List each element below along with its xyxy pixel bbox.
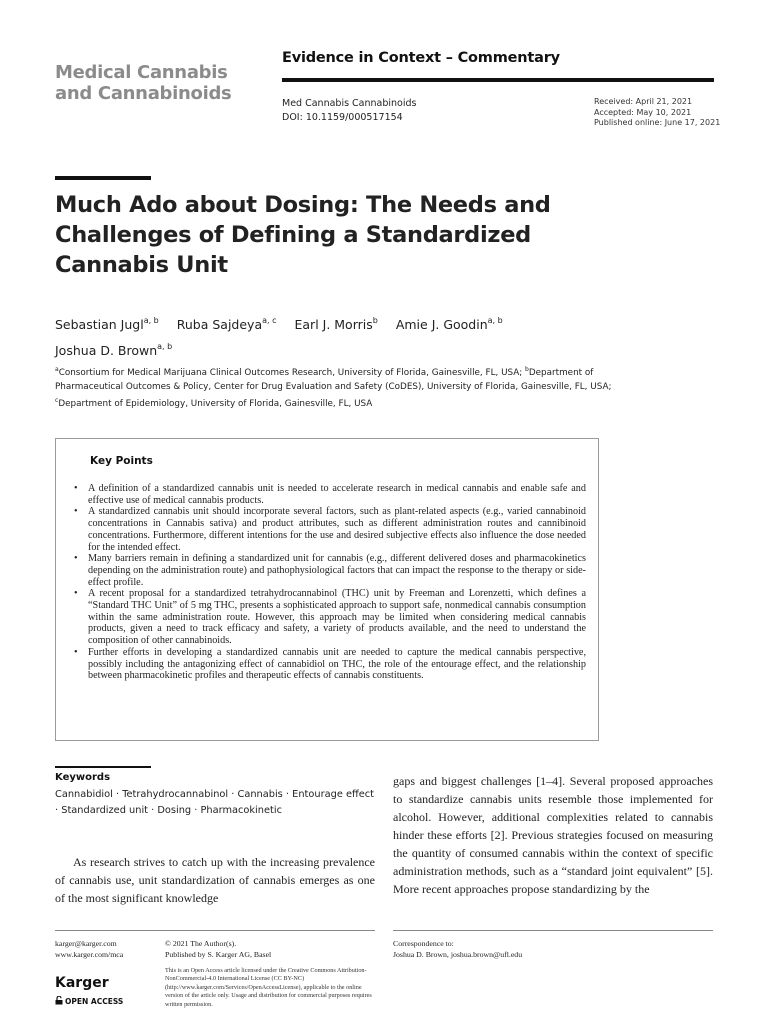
correspondence-label: Correspondence to:	[393, 939, 454, 948]
publisher-website[interactable]: www.karger.com/mca	[55, 950, 124, 959]
key-point: • Further efforts in developing a standardized cannabis unit are needed to capture the medical cannabis perspective, possibly including the antagonizing effect of cannabidiol on THC, the role of the entourage effect, and the relationship between pharmacokinetic profiles and therapeutic effects of cannabis constituents.	[74, 646, 586, 682]
keywords-list: Cannabidiol · Tetrahydrocannabinol · Cannabis · Entourage effect · Standardized unit · Dosing · Pharmacokinetic	[55, 789, 374, 816]
journal-name-line2: and Cannabinoids	[55, 83, 232, 104]
author-list	[55, 310, 615, 362]
published-date: Published online: June 17, 2021	[594, 118, 721, 127]
doi[interactable]: DOI: 10.1159/000517154	[282, 112, 403, 123]
open-access-badge: OPEN ACCESS	[55, 996, 123, 1006]
key-points-list	[74, 483, 586, 682]
title-rule	[55, 176, 151, 180]
section-label: Evidence in Context – Commentary	[282, 50, 560, 66]
open-lock-icon	[55, 996, 63, 1005]
correspondence	[393, 938, 522, 960]
article-title: Much Ado about Dosing: The Needs and Challenges of Defining a Standardized Cannabis Unit	[55, 192, 551, 278]
copyright: © 2021 The Author(s).	[165, 939, 237, 948]
open-access-note: This is an Open Access article licensed under the Creative Commons Attribution-NonCommercial-4.0 International License (CC BY-NC) (http://www.karger.com/Services/OpenAccessLicense), applicable to the online version of the article only. Usage and distribution for commercial purposes requires written permission.	[165, 967, 372, 1008]
author: Sebastian Jugl$^{a, b}$	[55, 316, 159, 332]
copyright-block	[165, 938, 271, 960]
author: Amie J. Goodin$^{a, b}$	[395, 316, 503, 332]
author: Ruba Sajdeya$^{a, c}$	[176, 316, 277, 332]
correspondence-contact[interactable]: Joshua D. Brown, joshua.brown@ufl.edu	[393, 950, 523, 959]
keywords-rule	[55, 766, 151, 768]
keywords-title: Keywords	[55, 772, 111, 783]
footer-rule-left	[55, 930, 375, 931]
journal-abbrev: Med Cannabis Cannabinoids	[282, 98, 417, 109]
key-point: • A standardized cannabis unit should incorporate several factors, such as plant-related aspects (e.g., varied cannabinoid concentrations in Cannabis sativa) and product attributes, such as different administration routes and cannibinoid concentrations. Furthermore, different intentions for the use and desired subjective effects also influence the dose needed for the intended effect.	[74, 506, 586, 553]
key-point: • Many barriers remain in defining a standardized unit for cannabis (e.g., different delivered doses and pharmacokinetics depending on the administration route) and pathophysiological factors that can impact the response to the therapy or side-effect profile.	[74, 553, 586, 588]
body-text-right: gaps and biggest challenges [1–4]. Several proposed approaches to standardize cannabis units resemble those implemented for alcohol. However, additional complexities related to cannabis hinder these efforts [2]. Previous strategies focused on measuring the quantity of consumed cannabis within the context of specific administration methods, such as a “standard joint equivalent” [5]. More recent approaches propose standardizing by the	[393, 774, 713, 896]
key-points-title: Key Points	[90, 455, 153, 467]
footer-rule-right	[393, 930, 713, 931]
publisher-contact	[55, 938, 123, 960]
body-text-left: As research strives to catch up with the increasing prevalence of cannabis use, unit standardization of cannabis emerges as one of the most significant knowledge	[55, 855, 375, 905]
publisher: Published by S. Karger AG, Basel	[165, 950, 272, 959]
received-date: Received: April 21, 2021	[594, 97, 693, 106]
accepted-date: Accepted: May 10, 2021	[594, 107, 692, 117]
key-point: • A recent proposal for a standardized tetrahydrocannabinol (THC) unit by Freeman and Lorenzetti, which defines a “Standard THC Unit” of 5 mg THC, presents a sophisticated approach to support safe, nonmedical cannabis consumption within the same administration route. However, this approach may be limited when considering medical cannabis products, given a need to track efficacy and safety, a variety of products available, and the need to understand the composition of other cannabinoids.	[74, 588, 586, 647]
publisher-email[interactable]: karger@karger.com	[55, 939, 117, 948]
author: Joshua D. Brown$^{a, b}$	[55, 342, 173, 358]
journal-name	[55, 62, 255, 104]
karger-logo-text: Karger	[55, 975, 109, 991]
dates	[594, 97, 720, 129]
key-point: • A definition of a standardized cannabis unit is needed to accelerate research in medical cannabis and enable safe and effective use of medical cannabis products.	[74, 483, 586, 506]
affiliations: $^a$Consortium for Medical Marijuana Clinical Outcomes Research, University of Florida, Gainesville, FL, USA; $^b$Department of Pharmaceutical Outcomes & Policy, Center for Drug Evaluation and Safety (CoDES), University of Florida, Gainesville, FL, USA; $^c$Department of Epidemiology, University of Florida, Gainesville, FL, USA	[55, 366, 612, 409]
journal-meta	[282, 97, 417, 125]
header-rule	[282, 78, 714, 82]
author: Earl J. Morris$^b$	[294, 316, 378, 332]
karger-logo	[55, 975, 109, 991]
journal-name-line1: Medical Cannabis	[55, 62, 228, 83]
